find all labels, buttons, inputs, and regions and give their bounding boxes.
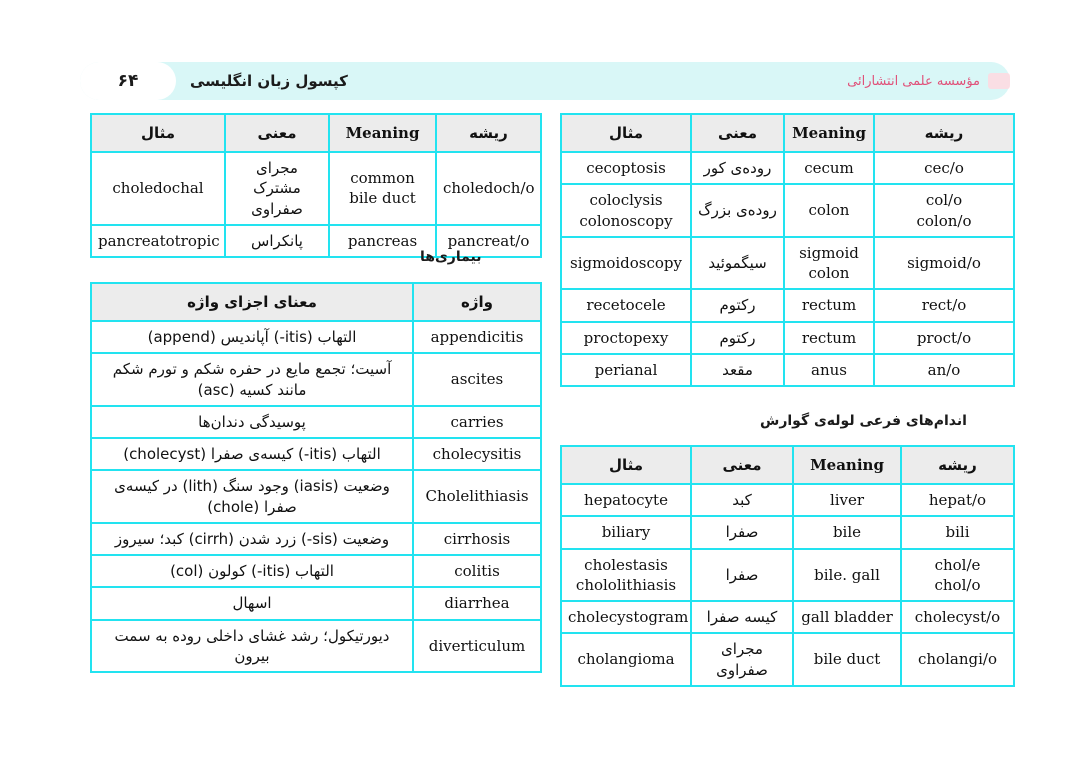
cell-meaning-fa: مجرای صفراوی — [691, 633, 793, 686]
cell-parts-meaning: آسیت؛ تجمع مایع در حفره شکم و تورم شکم مانند کسیه (asc) — [91, 353, 413, 406]
cell-word: Cholelithiasis — [413, 470, 541, 523]
col-header-example: مثال — [561, 114, 691, 152]
cell-example: coloclysis colonoscopy — [561, 184, 691, 237]
col-header-root: ریشه — [436, 114, 541, 152]
cell-parts-meaning: التهاب (itis-) کولون (col) — [91, 555, 413, 587]
cell-root: proct/o — [874, 322, 1014, 354]
cell-parts-meaning: اسهال — [91, 587, 413, 619]
table-row — [91, 620, 541, 673]
cell-meaning-en: pancreas — [329, 225, 436, 257]
table-row — [91, 523, 541, 555]
col-header-meaning-en: Meaning — [329, 114, 436, 152]
col-header-root: ریشه — [874, 114, 1014, 152]
table-biliary-roots — [90, 113, 542, 258]
cell-word: diverticulum — [413, 620, 541, 673]
col-header-meaning-en: Meaning — [784, 114, 874, 152]
cell-meaning-en: common bile duct — [329, 152, 436, 225]
col-header-parts-meaning: معنای اجزای واژه — [91, 283, 413, 321]
cell-word: diarrhea — [413, 587, 541, 619]
table-intestine-roots — [560, 113, 1015, 387]
table-row — [561, 601, 1014, 633]
table-row — [561, 516, 1014, 548]
cell-example: biliary — [561, 516, 691, 548]
table-row — [561, 633, 1014, 686]
section-heading-accessory-organs: اندام‌های فرعی لوله‌ی گوارش — [760, 413, 967, 429]
cell-root: an/o — [874, 354, 1014, 386]
publisher-group — [823, 73, 1010, 89]
table-row — [561, 237, 1014, 290]
col-header-word: واژه — [413, 283, 541, 321]
cell-meaning-en: anus — [784, 354, 874, 386]
cell-example: cholangioma — [561, 633, 691, 686]
cell-root: pancreat/o — [436, 225, 541, 257]
table-row — [561, 184, 1014, 237]
title-group — [80, 62, 348, 100]
cell-meaning-fa: کبد — [691, 484, 793, 516]
col-header-meaning-fa: معنی — [691, 114, 784, 152]
cell-meaning-fa: روده‌ی کور — [691, 152, 784, 184]
cell-meaning-en: colon — [784, 184, 874, 237]
cell-word: cirrhosis — [413, 523, 541, 555]
table-accessory-organ-roots — [560, 445, 1015, 687]
cell-parts-meaning: التهاب (itis-) آپاندیس (append) — [91, 321, 413, 353]
cell-meaning-fa: کیسه صفرا — [691, 601, 793, 633]
cell-meaning-en: sigmoid colon — [784, 237, 874, 290]
table-header-row — [561, 446, 1014, 484]
cell-root: cholecyst/o — [901, 601, 1014, 633]
cell-example: pancreatotropic — [91, 225, 225, 257]
cell-word: ascites — [413, 353, 541, 406]
cell-word: colitis — [413, 555, 541, 587]
cell-parts-meaning: التهاب (itis-) کیسه‌ی صفرا (cholecyst) — [91, 438, 413, 470]
cell-example: cholecystogram — [561, 601, 691, 633]
book-title: کپسول زبان انگلیسی — [190, 72, 348, 90]
col-header-meaning-fa: معنی — [225, 114, 329, 152]
cell-word: cholecysitis — [413, 438, 541, 470]
cell-word: carries — [413, 406, 541, 438]
cell-parts-meaning: وضعیت (iasis) وجود سنگ (lith) در کیسه‌ی صفرا (chole) — [91, 470, 413, 523]
cell-root: cec/o — [874, 152, 1014, 184]
cell-root: bili — [901, 516, 1014, 548]
cell-meaning-fa: صفرا — [691, 516, 793, 548]
publisher-name: مؤسسه علمی انتشارائی — [847, 73, 980, 89]
col-header-meaning-en: Meaning — [793, 446, 901, 484]
table-row — [91, 321, 541, 353]
cell-meaning-fa: پانکراس — [225, 225, 329, 257]
table-header-row — [91, 283, 541, 321]
cell-meaning-en: cecum — [784, 152, 874, 184]
cell-meaning-fa: روده‌ی بزرگ — [691, 184, 784, 237]
page-number-badge: ۶۴ — [80, 62, 176, 100]
table-row — [561, 354, 1014, 386]
cell-root: cholangi/o — [901, 633, 1014, 686]
table-row — [561, 484, 1014, 516]
table-header-row — [91, 114, 541, 152]
cell-meaning-en: rectum — [784, 289, 874, 321]
cell-example: recetocele — [561, 289, 691, 321]
cell-meaning-en: rectum — [784, 322, 874, 354]
cell-root: hepat/o — [901, 484, 1014, 516]
cell-meaning-fa: مقعد — [691, 354, 784, 386]
col-header-example: مثال — [91, 114, 225, 152]
cell-example: choledochal — [91, 152, 225, 225]
cell-meaning-fa: رکتوم — [691, 322, 784, 354]
col-header-meaning-fa: معنی — [691, 446, 793, 484]
cell-meaning-en: bile — [793, 516, 901, 548]
cell-example: hepatocyte — [561, 484, 691, 516]
table-row — [91, 353, 541, 406]
table-row — [91, 438, 541, 470]
cell-parts-meaning: پوسیدگی دندان‌ها — [91, 406, 413, 438]
cell-root: col/o colon/o — [874, 184, 1014, 237]
page-header-banner — [80, 62, 1010, 100]
cell-meaning-fa: رکتوم — [691, 289, 784, 321]
cell-root: chol/e chol/o — [901, 549, 1014, 602]
cell-meaning-fa: صفرا — [691, 549, 793, 602]
section-heading-diseases: بیماری‌ها — [420, 249, 482, 265]
cell-meaning-en: liver — [793, 484, 901, 516]
cell-example: cecoptosis — [561, 152, 691, 184]
table-row — [561, 549, 1014, 602]
table-row — [91, 470, 541, 523]
cell-example: perianal — [561, 354, 691, 386]
cell-meaning-en: gall bladder — [793, 601, 901, 633]
cell-example: sigmoidoscopy — [561, 237, 691, 290]
table-row — [91, 406, 541, 438]
cell-root: choledoch/o — [436, 152, 541, 225]
col-header-root: ریشه — [901, 446, 1014, 484]
cell-meaning-fa: مجرای مشترک صفراوی — [225, 152, 329, 225]
cell-parts-meaning: وضعیت (sis-) زرد شدن (cirrh) کبد؛ سیروز — [91, 523, 413, 555]
col-header-example: مثال — [561, 446, 691, 484]
table-row — [91, 555, 541, 587]
cell-root: sigmoid/o — [874, 237, 1014, 290]
cell-example: proctopexy — [561, 322, 691, 354]
cell-meaning-fa: سیگموئید — [691, 237, 784, 290]
cell-example: cholestasis chololithiasis — [561, 549, 691, 602]
table-row — [561, 322, 1014, 354]
publisher-logo-icon — [988, 73, 1010, 89]
cell-meaning-en: bile. gall — [793, 549, 901, 602]
table-diseases — [90, 282, 542, 673]
cell-parts-meaning: دیورتیکول؛ رشد غشای داخلی روده به سمت بیرون — [91, 620, 413, 673]
table-row — [91, 587, 541, 619]
table-row — [561, 289, 1014, 321]
cell-meaning-en: bile duct — [793, 633, 901, 686]
table-row — [91, 152, 541, 225]
cell-word: appendicitis — [413, 321, 541, 353]
cell-root: rect/o — [874, 289, 1014, 321]
table-row — [561, 152, 1014, 184]
table-header-row — [561, 114, 1014, 152]
